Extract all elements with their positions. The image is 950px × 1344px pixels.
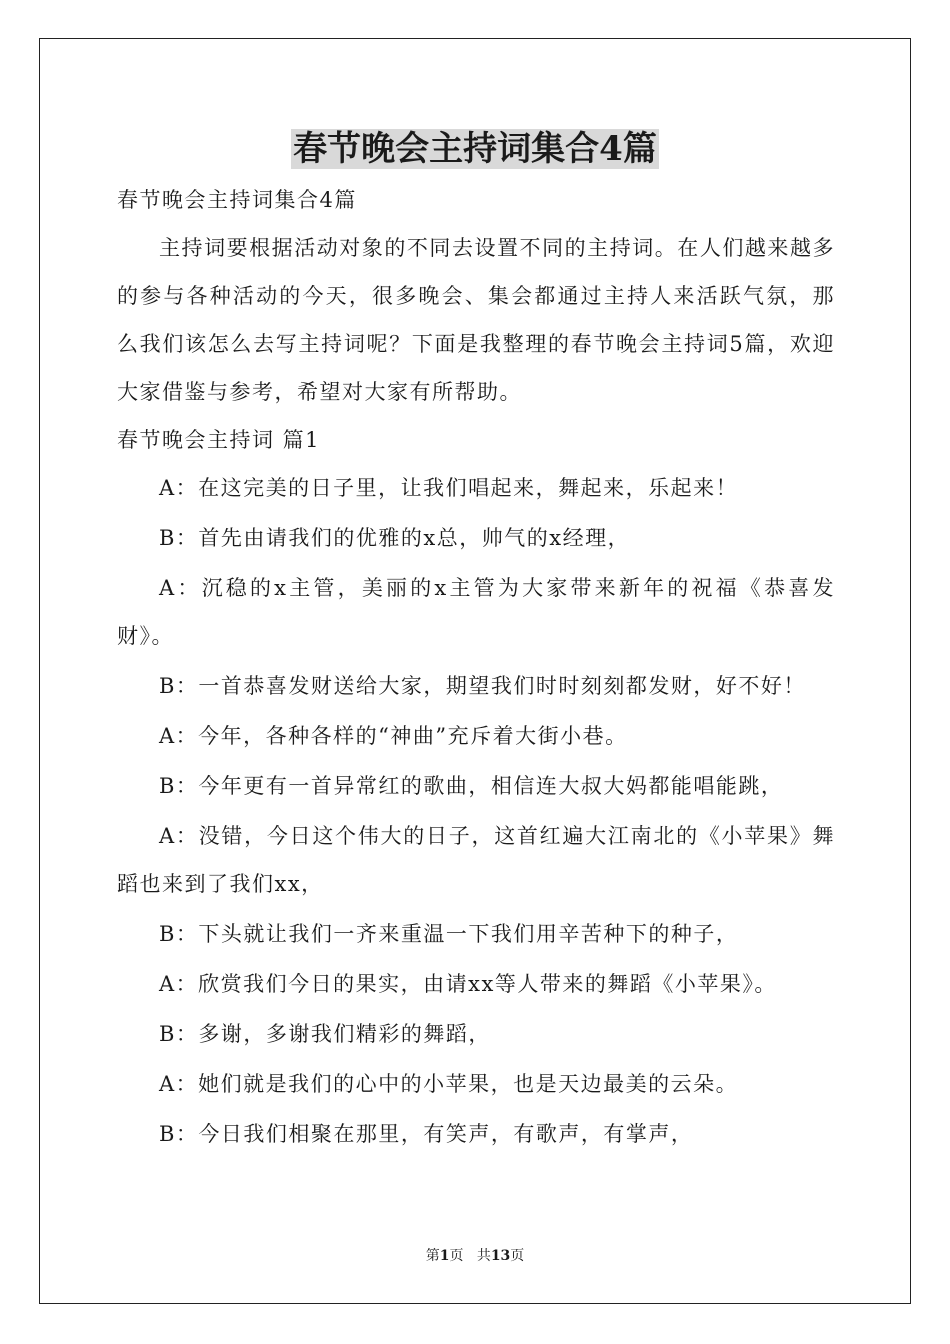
page-footer [0, 1246, 950, 1266]
paragraph: A：今年，各种各样的“神曲”充斥着大街小巷。 [159, 724, 628, 748]
paragraph: A：没错，今日这个伟大的日子，这首红遍大江南北的《小苹果》舞蹈也来到了我们xx， [117, 824, 835, 896]
document-title-text: 春节晚会主持词集合4篇 [293, 129, 657, 169]
document-body [117, 176, 835, 1160]
total-prefix: 共 [476, 1248, 491, 1264]
total-suffix: 页 [510, 1248, 525, 1264]
page-prefix: 第 [425, 1248, 440, 1264]
paragraph: B：首先由请我们的优雅的x总，帅气的x经理， [159, 526, 631, 550]
paragraph: A：沉稳的x主管，美丽的x主管为大家带来新年的祝福《恭喜发财》。 [117, 576, 835, 648]
paragraph: A：在这完美的日子里，让我们唱起来，舞起来，乐起来！ [159, 476, 739, 500]
section-heading: 春节晚会主持词 篇1 [117, 428, 321, 452]
page-suffix: 页 [449, 1248, 464, 1264]
paragraph: B：今年更有一首异常红的歌曲，相信连大叔大妈都能唱能跳， [159, 774, 784, 798]
paragraph: B：今日我们相聚在那里，有笑声，有歌声，有掌声， [159, 1122, 694, 1146]
paragraph: 主持词要根据活动对象的不同去设置不同的主持词。在人们越来越多的参与各种活动的今天，很多晚会、集会都通过主持人来活跃气氛，那么我们该怎么去写主持词呢？下面是我整理的春节晚会主持词5篇，欢迎大家借鉴与参考，希望对大家有所帮助。 [117, 236, 835, 404]
paragraph: 春节晚会主持词集合4篇 [117, 188, 357, 212]
total-pages: 13 [490, 1248, 511, 1264]
paragraph: B：多谢，多谢我们精彩的舞蹈， [159, 1022, 491, 1046]
page-number: 1 [439, 1248, 450, 1264]
document-title [0, 126, 950, 172]
paragraph: A：欣赏我们今日的果实，由请xx等人带来的舞蹈《小苹果》。 [159, 972, 777, 996]
paragraph: A：她们就是我们的心中的小苹果，也是天边最美的云朵。 [159, 1072, 739, 1096]
paragraph: B：一首恭喜发财送给大家，期望我们时时刻刻都发财，好不好！ [159, 674, 806, 698]
paragraph: B：下头就让我们一齐来重温一下我们用辛苦种下的种子， [159, 922, 739, 946]
